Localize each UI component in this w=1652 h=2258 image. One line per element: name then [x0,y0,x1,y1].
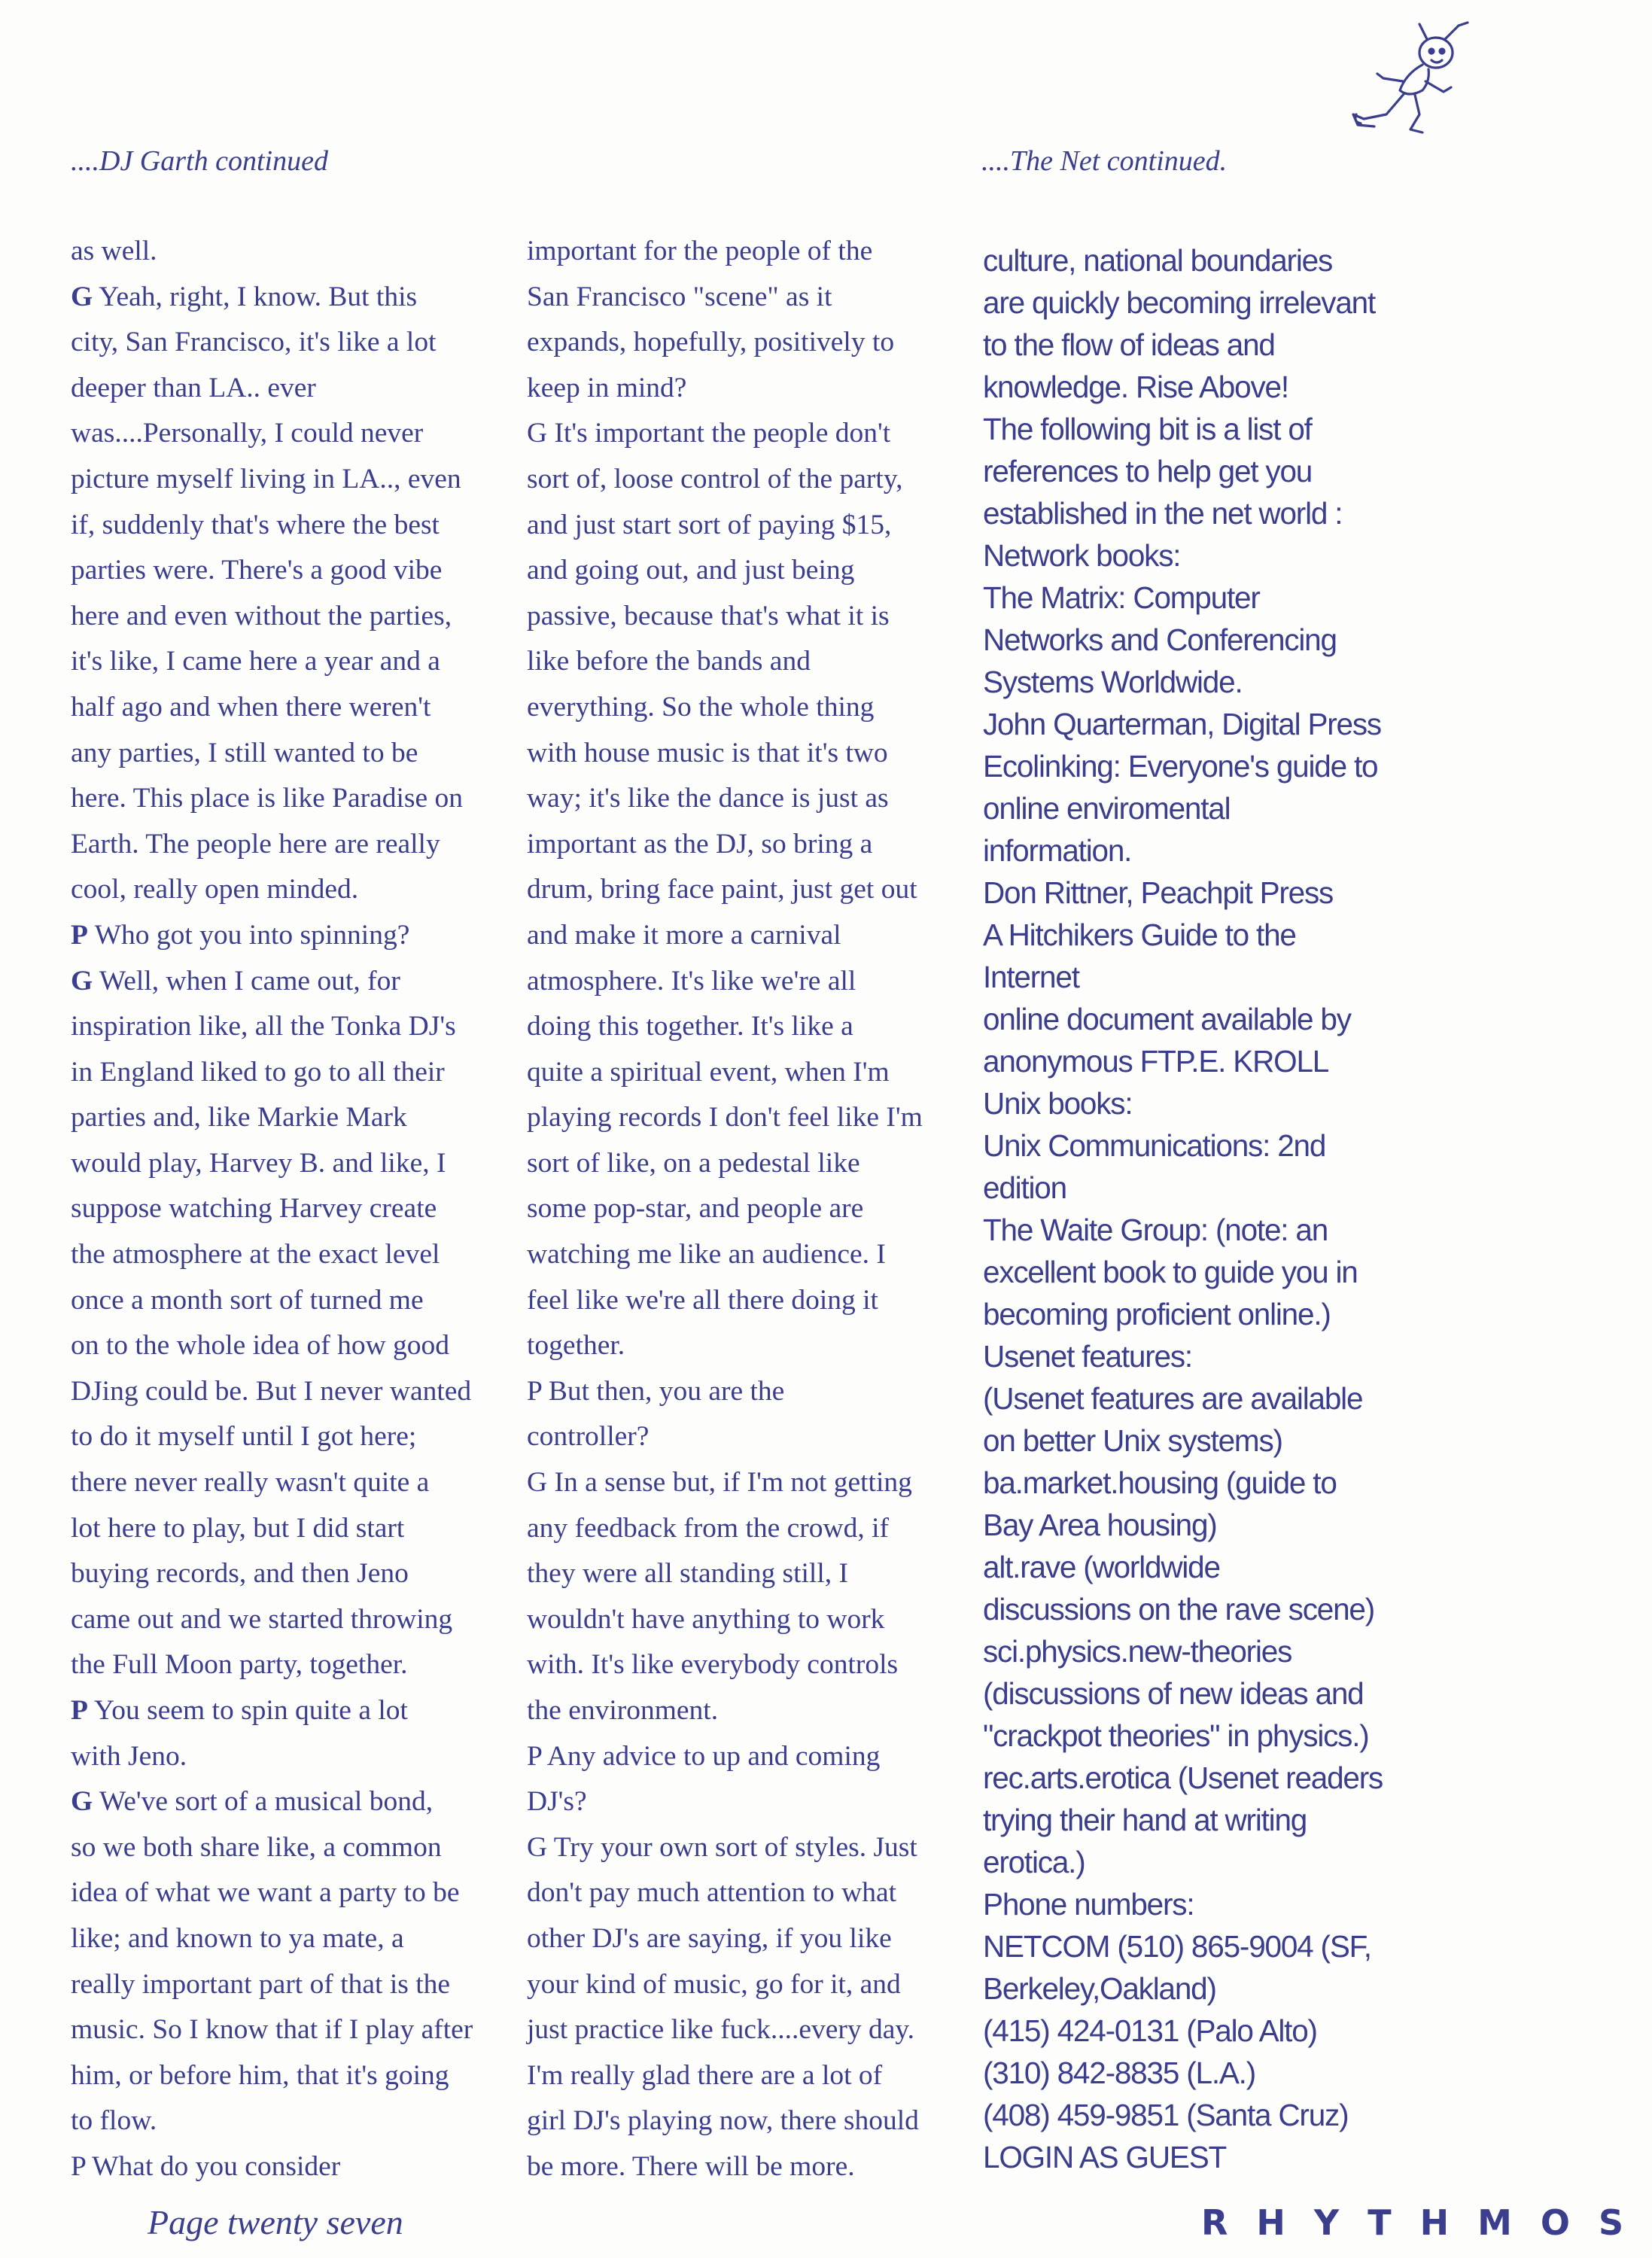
text-line: important for the people of the [527,236,873,266]
text-line: are quickly becoming irrelevant [983,285,1376,320]
line-text: city, San Francisco, it's like a lot [71,327,437,358]
text-line: P But then, you are the [527,1375,785,1407]
text-line: trying their hand at writing [983,1803,1307,1837]
text-line: I'm really glad there are a lot of [527,2059,883,2091]
text-line [71,275,515,321]
speaker-marker: G [71,965,93,997]
line-text: You seem to spin quite a lot [87,1695,408,1726]
text-line [71,1870,515,1916]
text-line: ba.market.housing (guide to [983,1465,1337,1500]
text-line: drum, bring face paint, just get out [527,874,917,905]
text-line: be more. There will be more. [527,2150,855,2182]
text-line: online document available by [983,1002,1351,1036]
text-line [71,503,515,549]
line-text: picture myself living in LA.., even [71,463,461,495]
text-line: John Quarterman, Digital Press [983,707,1381,741]
text-line [71,1050,515,1096]
text-line [71,229,515,275]
page-number: Page twenty seven [148,2203,403,2241]
text-line: and make it more a carnival [527,919,841,951]
text-line [71,639,515,685]
text-line [71,1323,515,1369]
line-text: parties and, like Markie Mark [71,1102,407,1134]
text-line [71,1141,515,1187]
line-text: came out and we started throwing [71,1603,453,1635]
text-line: watching me like an audience. I [527,1239,886,1271]
text-line: and going out, and just being [527,555,855,586]
text-line: and just start sort of paying $15, [527,509,892,540]
text-line: sci.physics.new-theories [983,1634,1292,1669]
line-text: buying records, and then Jeno [71,1558,409,1590]
text-line [71,867,515,913]
text-line [71,1962,515,2008]
line-text: music. So I know that if I play after [71,2014,473,2046]
line-text: P What do you consider [71,2150,341,2182]
line-text: Earth. The people here are really [71,828,440,860]
text-line: The Matrix: Computer [983,580,1260,615]
speaker-marker: P [71,1695,88,1726]
text-line [71,2144,515,2190]
text-line [71,1688,515,1734]
interview-column-middle [527,229,978,2190]
text-line: P Any advice to up and coming [527,1740,881,1772]
text-line [71,1734,515,1780]
text-line: excellent book to guide you in [983,1255,1358,1289]
text-line: Unix books: [983,1086,1133,1121]
text-line [71,1506,515,1552]
interview-column-left [71,229,515,2190]
text-line: rec.arts.erotica (Usenet readers [983,1760,1383,1795]
text-line: on better Unix systems) [983,1423,1282,1458]
text-line: sort of like, on a pedestal like [527,1147,860,1179]
text-line: Ecolinking: Everyone's guide to [983,749,1378,784]
text-line: Network books: [983,538,1181,573]
text-line: like before the bands and [527,646,811,677]
line-text: really important part of that is the [71,1968,451,2000]
text-line [71,457,515,503]
line-text: if, suddenly that's where the best [71,509,440,540]
text-line [71,913,515,959]
text-line: G In a sense but, if I'm not getting [527,1467,912,1499]
text-line: G It's important the people don't [527,418,891,449]
text-line: everything. So the whole thing [527,691,875,723]
text-line: alt.rave (worldwide [983,1550,1220,1584]
text-line [71,1460,515,1506]
line-text: to flow. [71,2105,157,2137]
text-line [71,2053,515,2099]
text-line: online enviromental [983,791,1231,826]
text-line [71,1095,515,1141]
text-line: to the flow of ideas and [983,327,1275,362]
line-text: with Jeno. [71,1740,187,1772]
speaker-marker: G [71,1786,93,1818]
text-line [71,1642,515,1688]
text-line: quite a spiritual event, when I'm [527,1056,890,1088]
text-line: established in the net world : [983,496,1343,531]
text-line: San Francisco "scene" as it [527,281,832,312]
text-line: references to help get you [983,454,1313,488]
text-line [71,1232,515,1278]
text-line: girl DJ's playing now, there should [527,2105,919,2137]
text-line: important as the DJ, so bring a [527,828,873,860]
text-line: way; it's like the dance is just as [527,783,889,814]
line-text: so we both share like, a common [71,1831,442,1863]
text-line: don't pay much attention to what [527,1877,897,1909]
text-line: (415) 424-0131 (Palo Alto) [983,2013,1317,2048]
text-line: (discussions of new ideas and [983,1676,1364,1711]
line-text: the Full Moon party, together. [71,1649,408,1681]
text-line: doing this together. It's like a [527,1011,853,1042]
line-text: like; and known to ya mate, a [71,1922,404,1954]
text-line: DJ's? [527,1786,587,1818]
line-text: any parties, I still wanted to be [71,737,418,768]
text-line: with house music is that it's two [527,737,888,768]
text-line [71,366,515,412]
line-text: him, or before him, that it's going [71,2059,449,2091]
line-text: Well, when I came out, for [93,965,400,997]
text-line: together. [527,1330,625,1362]
text-line [71,1779,515,1825]
text-line [71,1825,515,1871]
text-line: Bay Area housing) [983,1508,1217,1542]
text-line: "crackpot theories" in physics.) [983,1718,1369,1753]
text-line: knowledge. Rise Above! [983,370,1288,404]
text-line: atmosphere. It's like we're all [527,965,856,997]
text-line: playing records I don't feel like I'm [527,1102,923,1134]
running-figure-illustration [1331,9,1481,145]
line-text: deeper than LA.. ever [71,372,316,403]
text-line: just practice like fuck....every day. [527,2014,915,2046]
text-line: your kind of music, go for it, and [527,1968,901,2000]
line-text: here and even without the parties, [71,600,452,631]
text-line: A Hitchikers Guide to the [983,918,1296,952]
text-line [71,411,515,457]
text-line [71,320,515,366]
text-line: expands, hopefully, positively to [527,327,895,358]
text-line: keep in mind? [527,372,687,403]
text-line: information. [983,833,1132,868]
line-text: suppose watching Harvey create [71,1193,437,1225]
text-line [71,1551,515,1597]
line-text: it's like, I came here a year and a [71,646,440,677]
text-line: some pop-star, and people are [527,1193,864,1225]
text-line: (310) 842-8835 (L.A.) [983,2056,1256,2090]
speaker-marker: P [71,919,88,951]
text-line: culture, national boundaries [983,243,1332,278]
text-line [71,594,515,640]
text-line: Berkeley,Oakland) [983,1971,1216,2006]
text-line [71,1278,515,1324]
text-line: Internet [983,960,1079,994]
magazine-name: RHYTHMOS [1201,2202,1652,2243]
text-line: wouldn't have anything to work [527,1603,885,1635]
line-text: in England liked to go to all their [71,1056,445,1088]
line-text: We've sort of a musical bond, [93,1786,434,1818]
line-text: here. This place is like Paradise on [71,783,464,814]
line-text: as well. [71,236,157,266]
text-line [71,776,515,822]
text-line: Systems Worldwide. [983,665,1243,699]
text-line: (Usenet features are available [983,1381,1363,1416]
text-line [71,1004,515,1050]
text-line: sort of, loose control of the party, [527,463,903,495]
line-text: half ago and when there weren't [71,691,431,723]
text-line [71,548,515,594]
text-line: Unix Communications: 2nd [983,1128,1326,1163]
line-text: DJing could be. But I never wanted [71,1375,472,1407]
speaker-marker: G [71,281,93,312]
text-line: Networks and Conferencing [983,622,1337,657]
text-line: erotica.) [983,1845,1085,1879]
line-text: parties were. There's a good vibe [71,555,443,586]
line-text: on to the whole idea of how good [71,1330,450,1362]
text-line [71,1916,515,1962]
text-line [71,1597,515,1643]
text-line: discussions on the rave scene) [983,1592,1375,1627]
text-line: LOGIN AS GUEST [983,2140,1227,2174]
text-line: Don Rittner, Peachpit Press [983,875,1334,910]
text-line: edition [983,1170,1066,1205]
text-line [71,2098,515,2144]
net-references-column [983,239,1502,2178]
line-text: to do it myself until I got here; [71,1421,417,1453]
line-text: idea of what we want a party to be [71,1877,460,1909]
text-line: passive, because that's what it is [527,600,890,631]
text-line: (408) 459-9851 (Santa Cruz) [983,2098,1349,2132]
line-text: lot here to play, but I did start [71,1512,405,1544]
text-line: with. It's like everybody controls [527,1649,899,1681]
line-text: Yeah, right, I know. But this [93,281,418,312]
line-text: there never really wasn't quite a [71,1467,430,1499]
text-line: The Waite Group: (note: an [983,1213,1328,1247]
text-line: other DJ's are saying, if you like [527,1922,892,1954]
text-line: controller? [527,1421,650,1453]
line-text: once a month sort of turned me [71,1284,424,1316]
text-line: feel like we're all there doing it [527,1284,878,1316]
text-line [71,731,515,777]
text-line: G Try your own sort of styles. Just [527,1831,917,1863]
text-line: they were all standing still, I [527,1558,848,1590]
text-line [71,685,515,731]
right-column-continuation-header: ....The Net continued. [981,145,1228,177]
text-line: the environment. [527,1695,719,1726]
text-line: any feedback from the crowd, if [527,1512,890,1544]
text-line: anonymous FTP.E. KROLL [983,1044,1329,1079]
line-text: the atmosphere at the exact level [71,1239,440,1271]
text-line: Usenet features: [983,1339,1192,1374]
text-line [71,822,515,868]
text-line [71,1186,515,1232]
text-line [71,2007,515,2053]
line-text: inspiration like, all the Tonka DJ's [71,1011,456,1042]
line-text: was....Personally, I could never [71,418,424,449]
text-line [71,1414,515,1460]
left-column-continuation-header: ....DJ Garth continued [71,145,328,177]
text-line: NETCOM (510) 865-9004 (SF, [983,1929,1371,1964]
text-line [71,1369,515,1415]
line-text: cool, really open minded. [71,874,359,905]
line-text: would play, Harvey B. and like, I [71,1147,446,1179]
text-line [71,959,515,1005]
text-line: Phone numbers: [983,1887,1194,1922]
text-line: becoming proficient online.) [983,1297,1331,1331]
text-line: The following bit is a list of [983,412,1312,446]
line-text: Who got you into spinning? [87,919,410,951]
